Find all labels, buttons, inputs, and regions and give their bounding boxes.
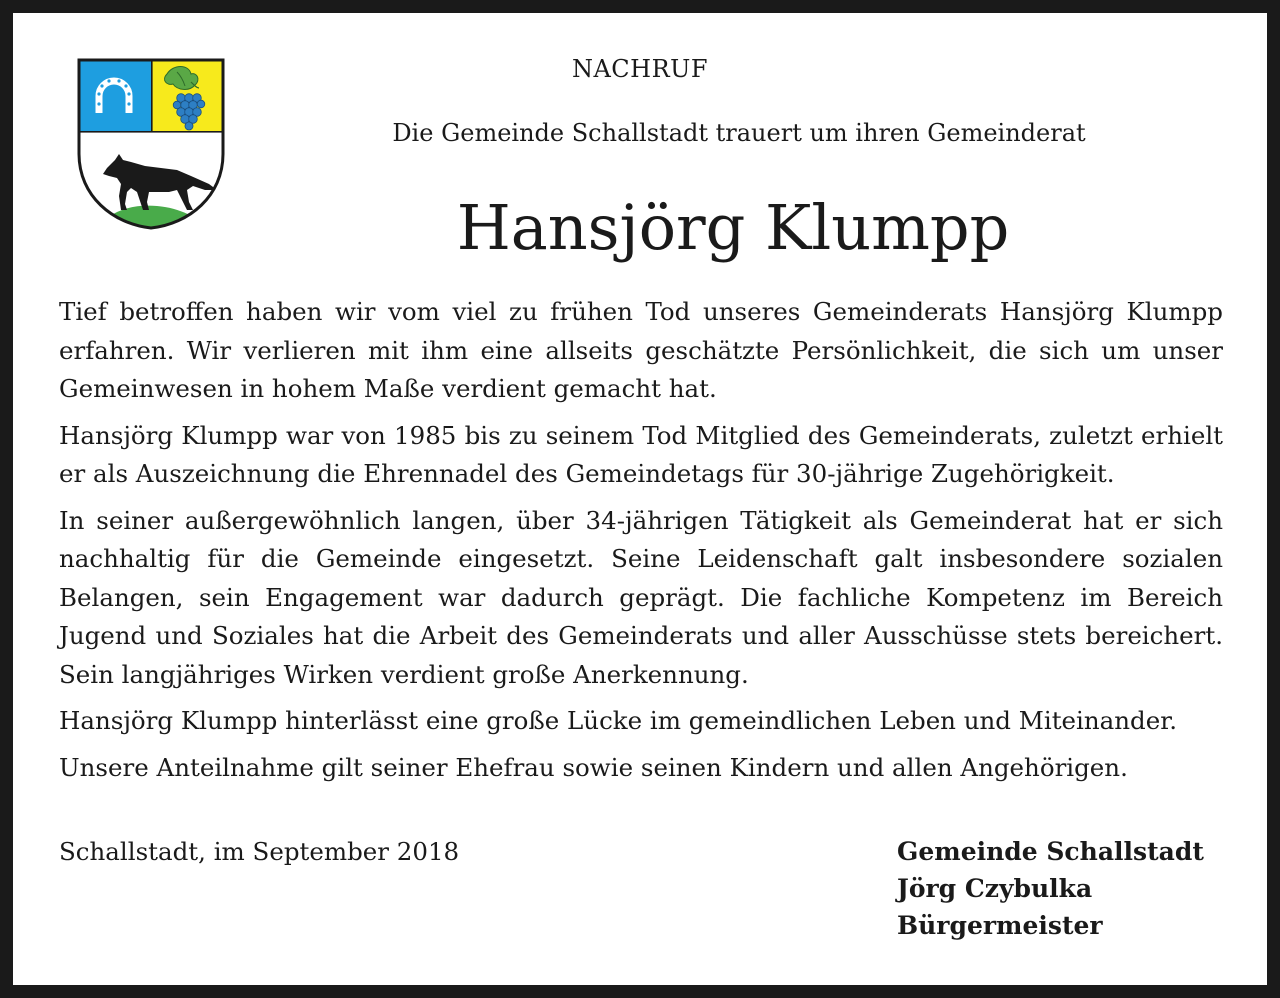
- place-date: Schallstadt, im September 2018: [59, 837, 460, 866]
- signature-block: [897, 833, 1204, 944]
- signature-person: Jörg Czybulka: [897, 874, 1093, 903]
- body-paragraph: Tief betroffen haben wir vom viel zu frühen Tod unseres Gemeinderats Hansjörg Klumpp erfahren. Wir verlieren mit ihm eine allseits geschätzte Persönlichkeit, die sich um unser Gemeinwesen in hohem Maße verdient gemacht hat.: [59, 297, 1223, 403]
- signature-organization: Gemeinde Schallstadt: [897, 837, 1204, 866]
- body-paragraph: Unsere Anteilnahme gilt seiner Ehefrau sowie seinen Kindern und allen Angehörigen.: [59, 752, 1128, 782]
- coat-of-arms-icon: [77, 58, 225, 230]
- notice-subheading: Die Gemeinde Schallstadt trauert um ihren Gemeinderat: [392, 119, 1086, 147]
- notice-heading: NACHRUF: [571, 55, 709, 83]
- body-paragraph: Hansjörg Klumpp hinterlässt eine große Lücke im gemeindlichen Leben und Miteinander.: [59, 706, 1178, 735]
- notice-body: [59, 293, 1223, 795]
- body-paragraph: In seiner außergewöhnlich langen, über 34-jährigen Tätigkeit als Gemeinderat hat er sich nachhaltig für die Gemeinde eingesetzt. Seine Leidenschaft galt insbesondere sozialen Belangen, sein Engagement war dadurch geprägt. Die fachliche Kompetenz im Bereich Jugend und Soziales hat die Arbeit des Gemeinderats und aller Ausschüsse stets bereichert. Sein langjähriges Wirken verdient große Anerkennung.: [59, 505, 1223, 689]
- deceased-name: Hansjörg Klumpp: [456, 191, 1010, 264]
- signature-role: Bürgermeister: [897, 911, 1103, 940]
- body-paragraph: Hansjörg Klumpp war von 1985 bis zu seinem Tod Mitglied des Gemeinderats, zuletzt erhielt er als Auszeichnung die Ehrennadel des Gemeindetags für 30-jährige Zugehörigkeit.: [59, 420, 1223, 488]
